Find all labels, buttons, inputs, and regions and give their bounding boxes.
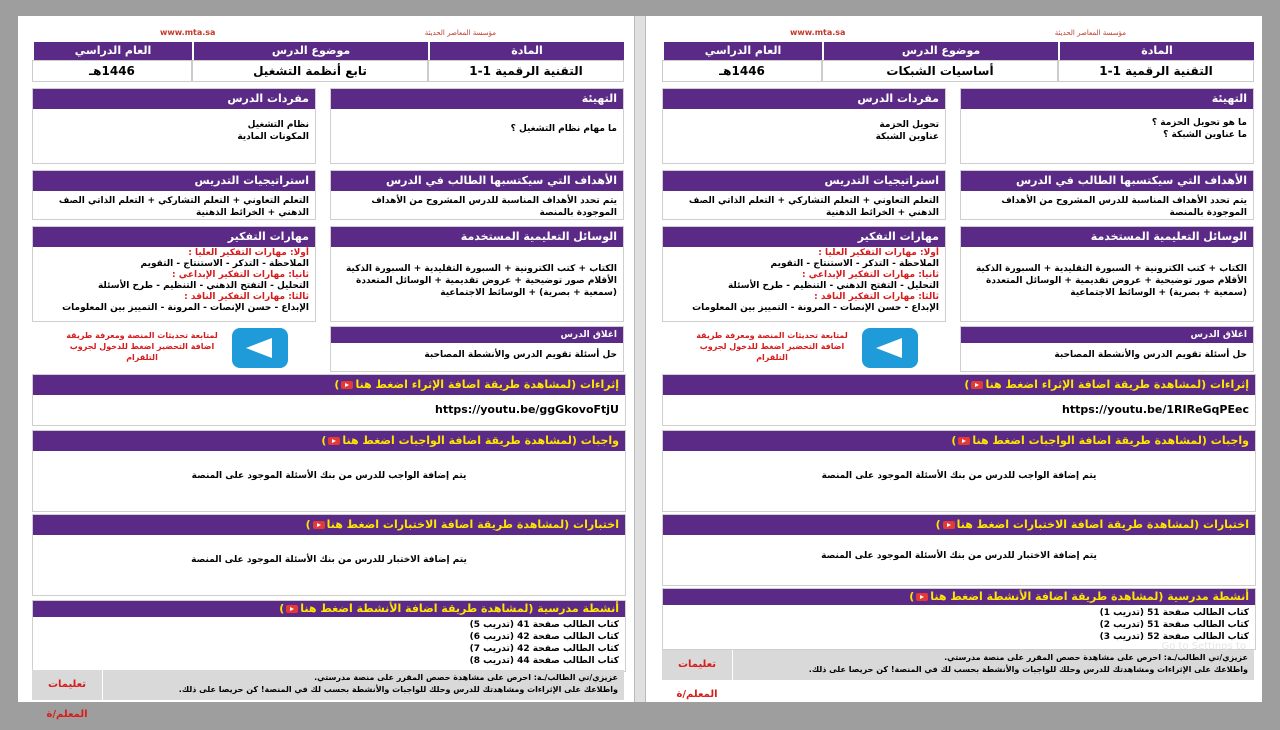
closing-text: حل أسئلة تقويم الدرس والأنشطة المصاحبة — [1054, 350, 1247, 360]
thinking-heading: ثالثا: مهارات التفكير الناقد : — [814, 292, 939, 302]
media-box — [960, 226, 1254, 322]
activities-title: أنشطة مدرسية (لمشاهدة طريقة اضافة الأنشطة اضغط هنا — [300, 602, 619, 615]
vocab-item: تحويل الحزمة — [879, 120, 939, 130]
strategies-header: استراتيجيات التدريس — [33, 171, 315, 191]
paren-close: ) — [305, 518, 311, 531]
topic-value: أساسيات الشبكات — [822, 60, 1058, 82]
thinking-heading: ثالثا: مهارات التفكير الناقد : — [184, 292, 309, 302]
enrich-header[interactable] — [663, 375, 1255, 395]
org-name: مؤسسة المعاصر الحديثة — [1054, 29, 1126, 37]
topic-value: تابع أنظمة التشغيل — [192, 60, 428, 82]
header-table — [32, 42, 624, 80]
exams-title: اختبارات (لمشاهدة طريقة اضافة الاختبارات اضغط هنا — [326, 518, 619, 531]
activity-item: كتاب الطالب صفحة 52 (تدريب 3) — [1099, 632, 1249, 642]
thinking-heading: أولا: مهارات التفكير العليا : — [818, 248, 939, 258]
enrich-title: إثراءات (لمشاهدة طريقة اضافة الإثراء اضغط هنا — [355, 378, 619, 391]
telegram-text[interactable]: لمتابعة تحديثات المنصة ومعرفة طريقة اضافة التحضير اضغط للدخول لجروب التلقرام — [696, 331, 848, 362]
goals-header: الأهداف التي سيكتسبها الطالب في الدرس — [331, 171, 623, 191]
media-header: الوسائل التعليمية المستخدمة — [331, 227, 623, 247]
activities-header[interactable] — [663, 589, 1255, 605]
activation-watermark: Go to Settings to — [1161, 641, 1246, 652]
goals-text: يتم تحدد الأهداف المناسبة للدرس المشروح من الأهداف الموجودة بالمنصة — [371, 196, 617, 218]
thinking-header: مهارات التفكير — [663, 227, 945, 247]
telegram-icon[interactable] — [232, 328, 288, 368]
intro-text: ما مهام نظام التشغيل ؟ — [510, 124, 617, 134]
teacher-notes — [662, 650, 1254, 700]
thinking-text: الملاحظة - التذكر - الاستنتاج - التقويم — [770, 259, 939, 269]
activities-section — [32, 600, 626, 672]
closing-header: اغلاق الدرس — [331, 327, 623, 343]
activity-item: كتاب الطالب صفحة 42 (تدريب 7) — [469, 644, 619, 654]
thinking-text: التحليل - التفتح الذهني - التنظيم - طرح الأسئلة — [97, 281, 309, 291]
vocab-box — [32, 88, 316, 164]
closing-box — [330, 326, 624, 372]
exams-header[interactable] — [33, 515, 625, 535]
subject-value: التقنية الرقمية 1-1 — [1058, 60, 1254, 82]
intro-header: التهيئة — [961, 89, 1253, 109]
homework-text: يتم إضافة الواجب للدرس من بنك الأسئلة الموجود على المنصة — [821, 471, 1097, 481]
lesson-plan-page-right — [662, 16, 1254, 702]
paren-close: ) — [321, 434, 327, 447]
exams-text: يتم إضافة الاختبار للدرس من بنك الأسئلة الموجود على المنصة — [191, 555, 467, 565]
teacher-notes-line: عزيزي/تي الطالب/ـة: احرص على مشاهدة حصص المقرر على منصة مدرستي. — [944, 653, 1248, 662]
slide-frame — [18, 16, 1262, 720]
paren-close: ) — [935, 518, 941, 531]
paren-close: ) — [909, 590, 915, 603]
homework-section — [32, 430, 626, 512]
youtube-icon[interactable] — [328, 437, 340, 445]
enrich-section — [32, 374, 626, 426]
vocab-item: عناوين الشبكة — [875, 132, 939, 142]
enrich-section — [662, 374, 1256, 426]
closing-header: اغلاق الدرس — [961, 327, 1253, 343]
exams-section — [32, 514, 626, 596]
subject-label: المادة — [428, 42, 624, 60]
exams-section — [662, 514, 1256, 586]
thinking-text: الإبداع - حسن الإنصات - المرونة - التمييز بين المعلومات — [62, 303, 309, 313]
thinking-heading: ثانيا: مهارات التفكير الإبداعي : — [802, 270, 939, 280]
vocab-item: نظام التشغيل — [247, 120, 309, 130]
exams-header[interactable] — [663, 515, 1255, 535]
youtube-icon[interactable] — [313, 521, 325, 529]
vocab-item: المكونات المادية — [237, 132, 309, 142]
strategies-text: التعلم التعاوني + التعلم التشاركي + التعلم الذاتي الصف الذهني + الخرائط الذهنية — [58, 196, 309, 218]
strategies-box — [662, 170, 946, 220]
exams-text: يتم إضافة الاختبار للدرس من بنك الأسئلة الموجود على المنصة — [821, 551, 1097, 561]
homework-title: واجبات (لمشاهدة طريقة اضافة الواجبات اضغط هنا — [342, 434, 619, 447]
goals-header: الأهداف التي سيكتسبها الطالب في الدرس — [961, 171, 1253, 191]
intro-question: ما عناوين الشبكة ؟ — [1163, 130, 1247, 140]
year-value: 1446هـ — [662, 60, 822, 82]
teacher-notes-line: واطلاعك على الإثراءات ومشاهدتك للدرس وحلك للواجبات والأنشطة بحسب لك في المنصة! كن حريصا على ذلك. — [178, 685, 618, 694]
thinking-header: مهارات التفكير — [33, 227, 315, 247]
goals-box — [330, 170, 624, 220]
homework-text: يتم إضافة الواجب للدرس من بنك الأسئلة الموجود على المنصة — [191, 471, 467, 481]
strategies-header: استراتيجيات التدريس — [663, 171, 945, 191]
teacher-notes-line: واطلاعك على الإثراءات ومشاهدتك للدرس وحلك للواجبات والأنشطة بحسب لك في المنصة! كن حريصا على ذلك. — [808, 665, 1248, 674]
intro-header: التهيئة — [331, 89, 623, 109]
telegram-text[interactable]: لمتابعة تحديثات المنصة ومعرفة طريقة اضافة التحضير اضغط للدخول لجروب التلقرام — [66, 331, 218, 362]
goals-box — [960, 170, 1254, 220]
thinking-text: التحليل - التفتح الذهني - التنظيم - طرح الأسئلة — [727, 281, 939, 291]
media-text: الكتاب + كتب الكترونية + السبورة التقليدية + السبورة الذكية الأقلام صور توضيحية + عروض تقديمية + الوسائل المتعددة (سمعية + بصرية) + الوسائط الاجتماعية — [345, 264, 617, 298]
vocab-header: مفردات الدرس — [663, 89, 945, 109]
org-name: مؤسسة المعاصر الحديثة — [424, 29, 496, 37]
homework-title: واجبات (لمشاهدة طريقة اضافة الواجبات اضغط هنا — [972, 434, 1249, 447]
thinking-text: الملاحظة - التذكر - الاستنتاج - التقويم — [140, 259, 309, 269]
enrich-link[interactable]: https://youtu.be/ggGkovoFtjU — [435, 403, 619, 416]
closing-box — [960, 326, 1254, 372]
lesson-plan-page-left — [32, 16, 624, 720]
media-header: الوسائل التعليمية المستخدمة — [961, 227, 1253, 247]
activities-title: أنشطة مدرسية (لمشاهدة طريقة اضافة الأنشطة اضغط هنا — [930, 590, 1249, 603]
paren-close: ) — [334, 378, 340, 391]
homework-header[interactable] — [663, 431, 1255, 451]
teacher-notes-label: تعليمات المعلم/ة — [32, 670, 103, 700]
youtube-icon[interactable] — [958, 437, 970, 445]
enrich-header[interactable] — [33, 375, 625, 395]
teacher-notes — [32, 670, 624, 720]
paren-close: ) — [951, 434, 957, 447]
youtube-icon[interactable] — [916, 593, 928, 601]
activity-item: كتاب الطالب صفحة 51 (تدريب 1) — [1099, 608, 1249, 618]
topic-label: موضوع الدرس — [822, 42, 1058, 60]
thinking-text: الإبداع - حسن الإنصات - المرونة - التمييز بين المعلومات — [692, 303, 939, 313]
vocab-header: مفردات الدرس — [33, 89, 315, 109]
intro-box — [960, 88, 1254, 164]
exams-title: اختبارات (لمشاهدة طريقة اضافة الاختبارات اضغط هنا — [956, 518, 1249, 531]
site-link[interactable]: www.mta.sa — [790, 28, 846, 37]
topic-label: موضوع الدرس — [192, 42, 428, 60]
activities-header[interactable] — [33, 601, 625, 617]
intro-box — [330, 88, 624, 164]
activity-item: كتاب الطالب صفحة 41 (تدريب 5) — [469, 620, 619, 630]
year-label: العام الدراسي — [662, 42, 822, 60]
intro-question: ما هو تحويل الحزمة ؟ — [1151, 118, 1247, 128]
activity-item: كتاب الطالب صفحة 51 (تدريب 2) — [1099, 620, 1249, 630]
strategies-box — [32, 170, 316, 220]
teacher-notes-line: عزيزي/تي الطالب/ـة: احرص على مشاهدة حصص المقرر على منصة مدرستي. — [314, 673, 618, 682]
teacher-notes-label: تعليمات المعلم/ة — [662, 650, 733, 680]
header-table — [662, 42, 1254, 80]
thinking-box — [662, 226, 946, 322]
goals-text: يتم تحدد الأهداف المناسبة للدرس المشروح من الأهداف الموجودة بالمنصة — [1001, 196, 1247, 218]
telegram-icon[interactable] — [862, 328, 918, 368]
homework-header[interactable] — [33, 431, 625, 451]
activity-item: كتاب الطالب صفحة 42 (تدريب 6) — [469, 632, 619, 642]
vocab-box — [662, 88, 946, 164]
year-label: العام الدراسي — [32, 42, 192, 60]
media-box — [330, 226, 624, 322]
site-link[interactable]: www.mta.sa — [160, 28, 216, 37]
homework-section — [662, 430, 1256, 512]
paren-close: ) — [964, 378, 970, 391]
enrich-title: إثراءات (لمشاهدة طريقة اضافة الإثراء اضغط هنا — [985, 378, 1249, 391]
year-value: 1446هـ — [32, 60, 192, 82]
thinking-heading: أولا: مهارات التفكير العليا : — [188, 248, 309, 258]
closing-text: حل أسئلة تقويم الدرس والأنشطة المصاحبة — [424, 350, 617, 360]
page-divider — [634, 16, 646, 702]
youtube-icon[interactable] — [971, 381, 983, 389]
paren-close: ) — [279, 602, 285, 615]
media-text: الكتاب + كتب الكترونية + السبورة التقليدية + السبورة الذكية الأقلام صور توضيحية + عروض تقديمية + الوسائل المتعددة (سمعية + بصرية) + الوسائط الاجتماعية — [975, 264, 1247, 298]
youtube-icon[interactable] — [943, 521, 955, 529]
subject-value: التقنية الرقمية 1-1 — [428, 60, 624, 82]
subject-label: المادة — [1058, 42, 1254, 60]
youtube-icon[interactable] — [286, 605, 298, 613]
thinking-heading: ثانيا: مهارات التفكير الإبداعي : — [172, 270, 309, 280]
enrich-link[interactable]: https://youtu.be/1RIReGqPEec — [1062, 403, 1249, 416]
strategies-text: التعلم التعاوني + التعلم التشاركي + التعلم الذاتي الصف الذهني + الخرائط الذهنية — [688, 196, 939, 218]
activity-item: كتاب الطالب صفحة 44 (تدريب 8) — [469, 656, 619, 666]
thinking-box — [32, 226, 316, 322]
youtube-icon[interactable] — [341, 381, 353, 389]
